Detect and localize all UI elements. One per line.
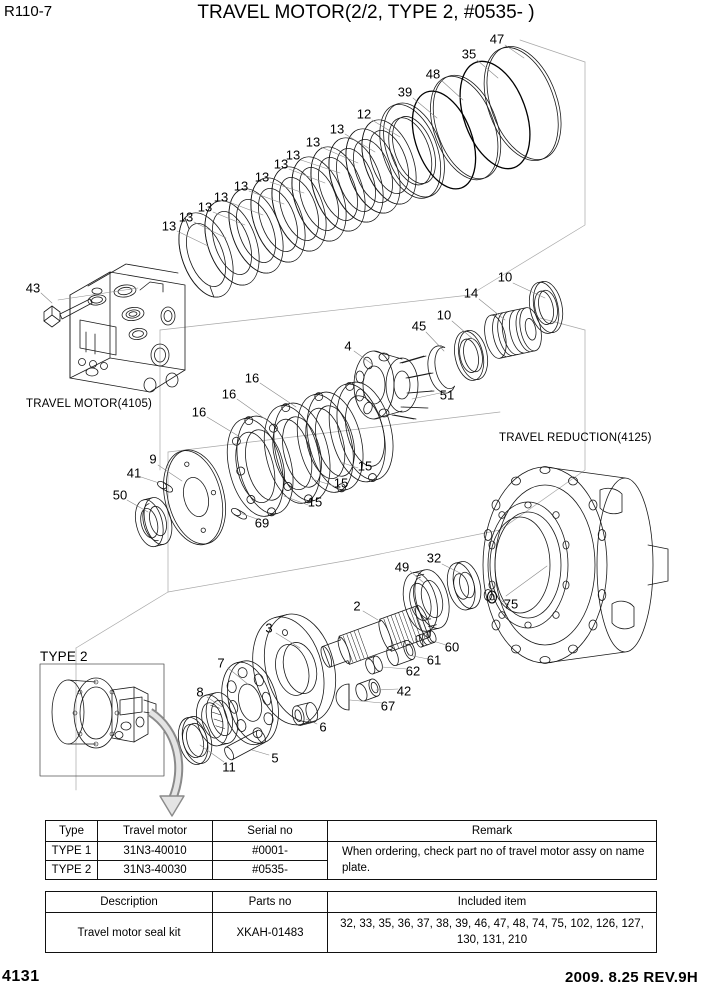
type2-inset	[40, 664, 164, 776]
callout-13: 13	[329, 121, 345, 137]
cell-travel-motor: 31N3-40010	[98, 842, 213, 861]
callout-49: 49	[394, 559, 410, 575]
table-row	[46, 913, 657, 953]
callout-43: 43	[25, 280, 41, 296]
cell-included-item: 32, 33, 35, 36, 37, 38, 39, 46, 47, 48, 74, 75, 102, 126, 127, 130, 131, 210	[328, 913, 657, 953]
cell-remark: When ordering, check part no of travel motor assy on name plate.	[328, 842, 657, 880]
ball-67	[336, 684, 349, 710]
caption-travel-motor: TRAVEL MOTOR(4105)	[26, 398, 153, 410]
callout-15: 15	[333, 475, 349, 491]
callout-3: 3	[265, 620, 273, 636]
callout-45: 45	[411, 318, 427, 334]
callout-4: 4	[344, 338, 352, 354]
callout-16: 16	[221, 386, 237, 402]
leader-lines-mid-right	[354, 283, 545, 399]
leader-lines-lower-left	[200, 633, 317, 762]
callout-16: 16	[191, 404, 207, 420]
callout-7: 7	[217, 655, 225, 671]
bearing-49	[398, 566, 455, 635]
thrust-plate-9	[154, 444, 234, 551]
o-ring-35	[447, 52, 544, 178]
travel-reduction-housing	[483, 467, 668, 664]
callout-6: 6	[319, 719, 327, 735]
callout-10: 10	[436, 307, 452, 323]
callout-8: 8	[196, 684, 204, 700]
callout-69: 69	[254, 515, 270, 531]
dowel-pin-41	[156, 480, 174, 494]
callout-62: 62	[405, 663, 421, 679]
backup-ring-48	[418, 66, 514, 189]
bearing-50	[131, 495, 177, 550]
callout-47: 47	[489, 31, 505, 47]
callout-67: 67	[380, 698, 396, 714]
callout-2: 2	[353, 598, 361, 614]
th-travel-motor: Travel motor	[98, 821, 213, 842]
caption-travel-reduction: TRAVEL REDUCTION(4125)	[499, 432, 652, 444]
callout-14: 14	[463, 285, 479, 301]
seal-ring-10a	[450, 328, 492, 384]
callout-13: 13	[178, 209, 194, 225]
bolt-43	[44, 299, 92, 327]
cell-type: TYPE 1	[46, 842, 98, 861]
cell-travel-motor: 31N3-40030	[98, 861, 213, 880]
seal-kit-table	[45, 891, 657, 953]
callout-60: 60	[444, 639, 460, 655]
cell-serial-no: #0001-	[213, 842, 328, 861]
callout-13: 13	[285, 147, 301, 163]
callout-15: 15	[357, 458, 373, 474]
callout-51: 51	[439, 387, 455, 403]
revision-date: 2009. 8.25 REV.9H	[565, 969, 698, 986]
travel-motor-housing	[70, 264, 185, 392]
callout-75: 75	[503, 596, 519, 612]
callout-13: 13	[197, 199, 213, 215]
callout-13: 13	[254, 169, 270, 185]
callout-13: 13	[161, 218, 177, 234]
th-remark: Remark	[328, 821, 657, 842]
callout-10: 10	[497, 269, 513, 285]
callout-5: 5	[271, 750, 279, 766]
callout-11: 11	[222, 759, 236, 775]
travel-motor-type-table	[45, 820, 657, 880]
callout-48: 48	[425, 66, 441, 82]
callout-50: 50	[112, 487, 128, 503]
callout-15: 15	[307, 494, 323, 510]
th-serial-no: Serial no	[213, 821, 328, 842]
callout-61: 61	[426, 652, 442, 668]
swash-plate-3	[242, 606, 346, 735]
seal-ring-10b	[525, 279, 567, 337]
callout-16: 16	[244, 370, 260, 386]
table-row	[46, 842, 657, 861]
callout-41: 41	[126, 465, 142, 481]
callout-13: 13	[273, 156, 289, 172]
cell-serial-no: #0535-	[213, 861, 328, 880]
th-type: Type	[46, 821, 98, 842]
model-number: R110-7	[4, 3, 53, 20]
callout-13: 13	[213, 189, 229, 205]
clutch-disc-stack	[168, 36, 575, 304]
callout-42: 42	[396, 683, 412, 699]
th-parts-no: Parts no	[213, 892, 328, 913]
callout-12: 12	[356, 106, 372, 122]
page-number: 4131	[2, 968, 40, 985]
leader-lines-mid-left	[127, 383, 358, 519]
dowel-pin-69	[230, 507, 248, 521]
callout-39: 39	[397, 84, 413, 100]
caption-type2-box: TYPE 2	[40, 649, 88, 664]
callout-9: 9	[149, 451, 157, 467]
th-description: Description	[46, 892, 213, 913]
cell-type: TYPE 2	[46, 861, 98, 880]
page-title: TRAVEL MOTOR(2/2, TYPE 2, #0535- )	[197, 2, 535, 23]
callout-13: 13	[233, 178, 249, 194]
cell-parts-no: XKAH-01483	[213, 913, 328, 953]
cell-description: Travel motor seal kit	[46, 913, 213, 953]
callout-35: 35	[461, 46, 477, 62]
th-included-item: Included item	[328, 892, 657, 913]
motor-rotor-group	[354, 279, 567, 419]
callout-32: 32	[426, 550, 442, 566]
callout-13: 13	[305, 134, 321, 150]
